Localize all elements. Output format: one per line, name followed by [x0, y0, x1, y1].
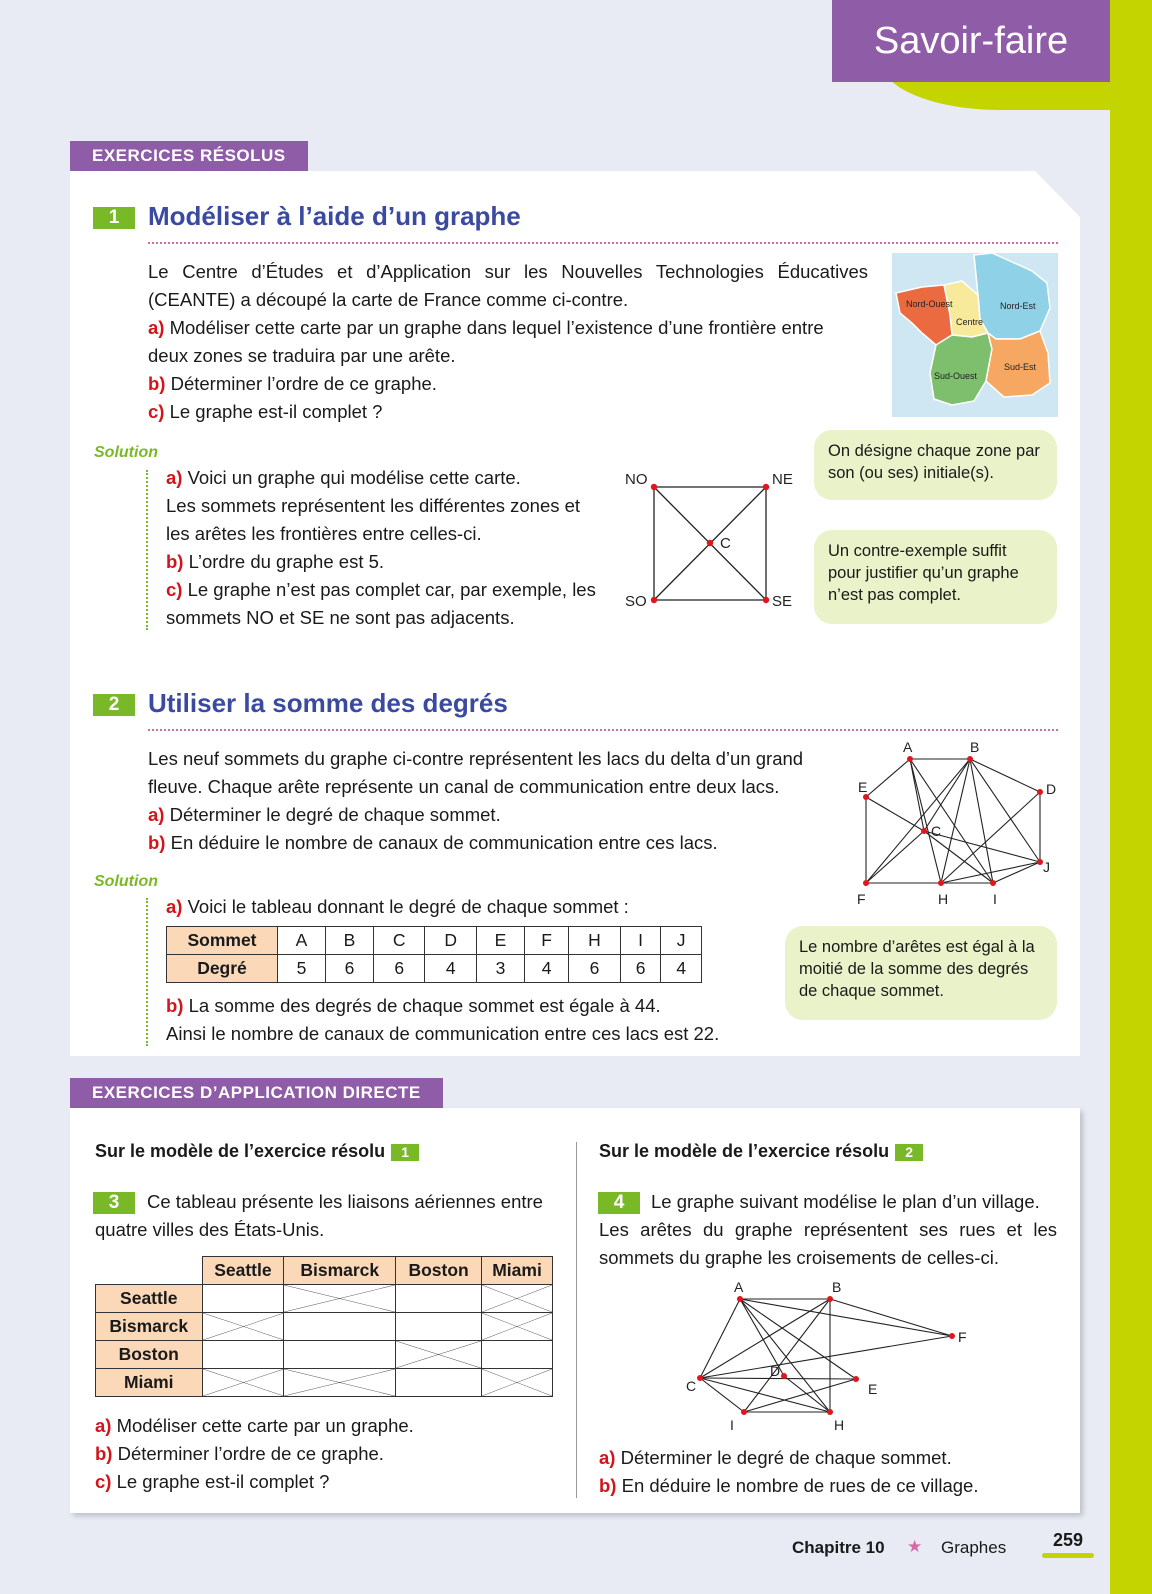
svg-text:A: A	[903, 739, 913, 755]
note-counterexample: Un contre-exemple suffit pour justifier qu’un graphe n’est pas complet.	[814, 530, 1057, 624]
vertex-label-no: NO	[625, 471, 648, 488]
svg-text:J: J	[1043, 859, 1050, 875]
solution-bracket	[146, 898, 156, 1046]
ex2-solution-b: b) La somme des degrés de chaque sommet est égale à 44. Ainsi le nombre de canaux de communication entre ces lacs est 22.	[166, 995, 720, 1044]
ex3-intro-line2: quatre villes des États-Unis.	[95, 1219, 325, 1240]
note-initials: On désigne chaque zone par son (ou ses) initiale(s).	[814, 430, 1057, 500]
section-tab-resolved: EXERCICES RÉSOLUS	[70, 141, 308, 171]
ex1-question-c: c) Le graphe est-il complet ?	[148, 401, 383, 422]
svg-text:B: B	[832, 1279, 842, 1295]
svg-text:D: D	[1046, 781, 1057, 797]
exercise-number-4: 4	[598, 1192, 640, 1214]
ex2-solution-a: a) Voici le tableau donnant le degré de chaque sommet :	[166, 896, 629, 917]
page-number: 259	[1042, 1530, 1094, 1560]
solution-bracket	[146, 470, 156, 630]
graph-ex2	[858, 740, 1058, 910]
title-divider	[148, 242, 1058, 244]
exercise-title-1: Modéliser à l’aide d’un graphe	[148, 201, 521, 231]
ex4-questions: a) Déterminer le degré de chaque sommet. b) En déduire le nombre de rues de ce village.	[599, 1447, 979, 1496]
ex1-intro-line1: Le Centre d’Études et d’Application sur les Nouvelles Technologies Éducatives	[148, 261, 868, 282]
map-label-nord-ouest: Nord-Ouest	[906, 299, 953, 309]
ex4-intro-line3: sommets du graphe les croisements de celles-ci.	[599, 1247, 999, 1268]
footer-topic: Graphes	[941, 1538, 1007, 1557]
ex1-statement	[148, 258, 868, 426]
svg-text:H: H	[834, 1417, 845, 1433]
section-tab-direct: EXERCICES D’APPLICATION DIRECTE	[70, 1078, 443, 1108]
ex1-question-a: a) Modéliser cette carte par un graphe dans lequel l’existence d’une frontière entre	[148, 317, 824, 338]
degree-table: Sommet A B C D E F H I J Degré 5 6 6 4 3 4 6 6 4	[166, 926, 702, 983]
star-icon: ★	[907, 1537, 923, 1556]
ex2-solution-label: Solution	[94, 873, 158, 890]
vertex-se	[763, 597, 769, 603]
svg-text:C: C	[931, 823, 942, 839]
ex1-question-a-cont: deux zones se traduira par une arête.	[148, 345, 456, 366]
air-links-table: Seattle Bismarck Boston Miami Seattle Bismarck Boston Miami	[95, 1256, 553, 1397]
svg-text:B: B	[970, 739, 980, 755]
vertex-c	[707, 540, 713, 546]
exercise-number-3: 3	[93, 1192, 135, 1214]
svg-text:I: I	[730, 1417, 734, 1433]
ex2-statement: Les neuf sommets du graphe ci-contre représentent les lacs du delta d’un grand fleuve. Chaque arête représente un canal de communication entre deux lacs. a) Déterminer le degré de chaque sommet. b) En déduire le nombre de canaux de communication entre ces lacs.	[148, 748, 804, 853]
france-map	[892, 253, 1058, 417]
column-divider	[576, 1142, 577, 1498]
vertex-label-ne: NE	[772, 471, 793, 488]
ex4-intro-line2: Les arêtes du graphe représentent ses rues et les	[599, 1219, 1057, 1240]
footer-chapter: Chapitre 10	[792, 1538, 885, 1557]
svg-text:F: F	[958, 1329, 967, 1345]
svg-text:I: I	[993, 891, 997, 907]
ex3-intro-line1: Ce tableau présente les liaisons aériennes entre	[147, 1191, 543, 1212]
ex1-solution-label: Solution	[94, 444, 158, 461]
ex3-questions: a) Modéliser cette carte par un graphe. b) Déterminer l’ordre de ce graphe. c) Le graphe est-il complet ?	[95, 1415, 414, 1492]
map-label-nord-est: Nord-Est	[1000, 301, 1036, 311]
exercise-number-2: 2	[93, 694, 135, 716]
svg-text:A: A	[734, 1279, 744, 1295]
vertex-label-se: SE	[772, 593, 793, 610]
ex1-question-b: b) Déterminer l’ordre de ce graphe.	[148, 373, 437, 394]
vertex-no	[651, 484, 657, 490]
vertex-ne	[763, 484, 769, 490]
vertex-so	[651, 597, 657, 603]
vertex-label-so: SO	[625, 593, 647, 610]
ex1-intro-line2: (CEANTE) a découpé la carte de France comme ci-contre.	[148, 289, 629, 310]
ex4-intro-line1: Le graphe suivant modélise le plan d’un village.	[651, 1191, 1040, 1212]
svg-text:C: C	[686, 1378, 697, 1394]
svg-text:D: D	[770, 1363, 781, 1379]
svg-text:H: H	[938, 891, 949, 907]
note-edge-count: Le nombre d’arêtes est égal à la moitié de la somme des degrés de chaque sommet.	[785, 926, 1057, 1020]
exercise-number-1: 1	[93, 207, 135, 229]
map-label-centre: Centre	[956, 317, 984, 327]
map-label-sud-ouest: Sud-Ouest	[934, 371, 978, 381]
savoir-faire-tag: Savoir-faire	[832, 0, 1110, 82]
graph-ex4	[684, 1276, 974, 1436]
title-divider	[148, 729, 1058, 731]
svg-text:E: E	[868, 1381, 878, 1397]
vertex-label-c: C	[720, 535, 731, 552]
exercise-title-2: Utiliser la somme des degrés	[148, 688, 508, 718]
ex3-model-ref: Sur le modèle de l’exercice résolu 1	[95, 1141, 419, 1162]
ex4-model-ref: Sur le modèle de l’exercice résolu 2	[599, 1141, 923, 1162]
svg-text:F: F	[857, 891, 866, 907]
svg-text:E: E	[858, 779, 868, 795]
graph-ex1	[620, 462, 800, 612]
right-accent-bar	[1110, 0, 1152, 1594]
ex1-solution: a) Voici un graphe qui modélise cette carte. Les sommets représentent les différentes zones et les arêtes les frontières entre celles-ci. b) L’ordre du graphe est 5. c) Le graphe n’est pas complet car, par exemple, les sommets NO et SE ne sont pas adjacents.	[166, 467, 596, 628]
map-label-sud-est: Sud-Est	[1004, 362, 1037, 372]
